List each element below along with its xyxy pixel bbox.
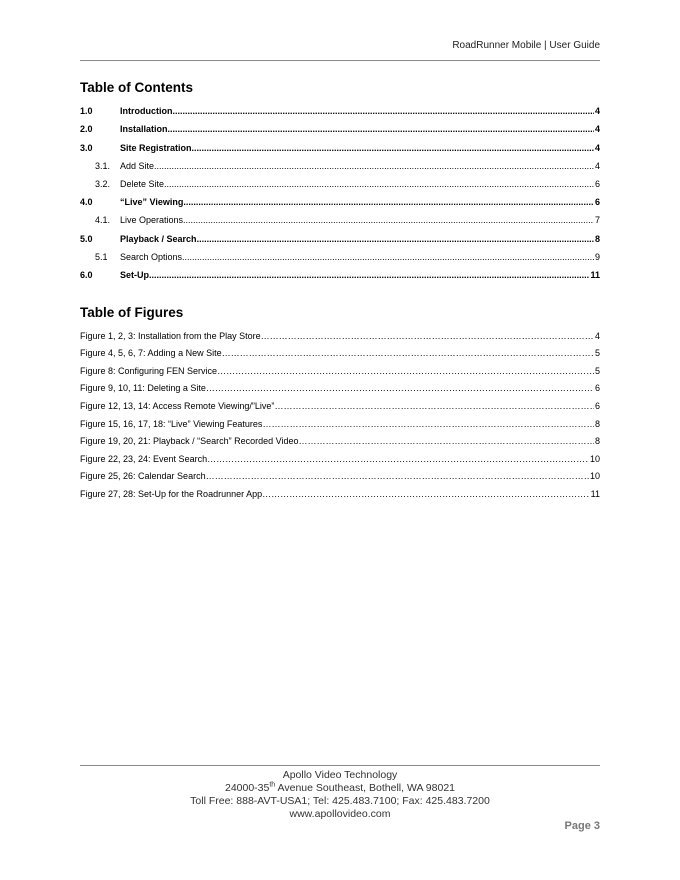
header-divider — [80, 60, 600, 61]
dot-leader — [274, 401, 594, 412]
toc-entry-page: 4 — [594, 124, 600, 135]
figure-entry-title: Figure 19, 20, 21: Playback / “Search” Recorded Video — [80, 436, 299, 447]
figure-entry[interactable] — [80, 342, 600, 360]
figure-entry[interactable] — [80, 447, 600, 465]
toc-entry[interactable] — [80, 172, 600, 190]
dot-leader — [262, 419, 594, 430]
figure-entry-title: Figure 4, 5, 6, 7: Adding a New Site — [80, 348, 222, 359]
toc-entry-page: 11 — [590, 269, 600, 280]
toc-entry-number: 5.1 — [95, 251, 108, 262]
toc-entry-number: 2.0 — [80, 124, 93, 135]
toc-entry[interactable] — [80, 263, 600, 281]
figure-entry-page: 6 — [594, 400, 600, 411]
dot-leader — [197, 234, 594, 245]
toc-entry-page: 6 — [594, 178, 600, 189]
figures-list — [80, 324, 600, 500]
toc-entry-page: 4 — [594, 142, 600, 153]
figure-entry-title: Figure 27, 28: Set-Up for the Roadrunner App — [80, 488, 263, 499]
dot-leader — [183, 197, 594, 208]
toc-entry-number: 1.0 — [80, 106, 93, 117]
dot-leader — [183, 215, 594, 226]
toc-entry[interactable] — [80, 226, 600, 244]
dot-leader — [149, 270, 589, 281]
dot-leader — [262, 489, 590, 500]
dot-leader — [173, 106, 594, 117]
toc-entry-page: 7 — [594, 215, 600, 226]
figure-entry[interactable] — [80, 412, 600, 430]
toc-entry-title: Add Site — [120, 160, 155, 171]
toc-entry[interactable] — [80, 154, 600, 172]
figure-entry-page: 6 — [594, 383, 600, 394]
footer-phones: Toll Free: 888-AVT-USA1; Tel: 425.483.7100; Fax: 425.483.7200 — [190, 795, 490, 807]
figure-entry[interactable] — [80, 482, 600, 500]
toc-entry-title: Introduction — [120, 106, 173, 117]
figure-entry-page: 5 — [594, 348, 600, 359]
figure-entry-page: 10 — [589, 453, 600, 464]
toc-entry-number: 3.0 — [80, 142, 93, 153]
page-number: Page 3 — [564, 820, 600, 832]
toc-entry[interactable] — [80, 245, 600, 263]
figure-entry-page: 10 — [589, 471, 600, 482]
toc-entry-page: 4 — [594, 106, 600, 117]
figure-entry[interactable] — [80, 394, 600, 412]
figure-entry-page: 4 — [594, 330, 600, 341]
toc-heading: Table of Contents — [80, 80, 193, 95]
dot-leader — [298, 436, 594, 447]
figure-entry-title: Figure 9, 10, 11: Deleting a Site — [80, 383, 206, 394]
footer-address-prefix: 24000-35 — [224, 782, 270, 794]
dot-leader — [182, 252, 594, 263]
footer-divider — [80, 765, 600, 766]
figure-entry-title: Figure 22, 23, 24: Event Search — [80, 453, 208, 464]
dot-leader — [207, 454, 589, 465]
figure-entry[interactable] — [80, 324, 600, 342]
figure-entry-page: 8 — [594, 436, 600, 447]
page-header: RoadRunner Mobile | User Guide — [452, 40, 600, 51]
toc-entry-title: Delete Site — [120, 178, 165, 189]
toc-entry[interactable] — [80, 208, 600, 226]
toc-entry-page: 4 — [594, 160, 600, 171]
toc-entry-title: Live Operations — [120, 215, 184, 226]
footer-company: Apollo Video Technology — [282, 769, 398, 781]
dot-leader — [261, 331, 594, 342]
toc-entry-number: 4.0 — [80, 197, 93, 208]
toc-entry[interactable] — [80, 190, 600, 208]
toc-entry-number: 6.0 — [80, 269, 93, 280]
toc-entry-number: 3.1. — [95, 160, 111, 171]
footer-website[interactable]: www.apollovideo.com — [289, 808, 391, 820]
figure-entry[interactable] — [80, 359, 600, 377]
footer-address-suffix: Avenue Southeast, Bothell, WA 98021 — [275, 782, 456, 794]
figure-entry-title: Figure 15, 16, 17, 18: “Live” Viewing Features — [80, 418, 263, 429]
toc-list — [80, 99, 600, 281]
toc-entry[interactable] — [80, 117, 600, 135]
dot-leader — [206, 471, 589, 482]
toc-entry-page: 6 — [594, 197, 600, 208]
dot-leader — [164, 179, 594, 190]
dot-leader — [168, 124, 594, 135]
figure-entry-page: 5 — [594, 365, 600, 376]
toc-entry-title: Set-Up — [120, 269, 149, 280]
toc-entry-page: 8 — [594, 233, 600, 244]
toc-entry-title: Search Options — [120, 251, 183, 262]
footer-address-sup: th — [269, 781, 276, 789]
figure-entry-page: 11 — [590, 488, 600, 499]
footer-address — [80, 782, 600, 795]
toc-entry-page: 9 — [594, 251, 600, 262]
dot-leader — [192, 143, 594, 154]
figure-entry-title: Figure 1, 2, 3: Installation from the Play Store — [80, 330, 261, 341]
toc-entry-title: Installation — [120, 124, 168, 135]
dot-leader — [154, 161, 594, 172]
toc-entry-number: 4.1. — [95, 215, 111, 226]
toc-entry-title: “Live” Viewing — [120, 197, 184, 208]
dot-leader — [217, 366, 594, 377]
toc-entry[interactable] — [80, 99, 600, 117]
figure-entry-title: Figure 8: Configuring FEN Service — [80, 365, 218, 376]
figure-entry[interactable] — [80, 430, 600, 448]
figure-entry[interactable] — [80, 465, 600, 483]
toc-entry-number: 3.2. — [95, 178, 111, 189]
figure-entry-page: 8 — [594, 418, 600, 429]
toc-entry[interactable] — [80, 135, 600, 153]
figure-entry[interactable] — [80, 377, 600, 395]
footer — [80, 769, 600, 821]
figure-entry-title: Figure 12, 13, 14: Access Remote Viewing/”Live” — [80, 400, 275, 411]
dot-leader — [206, 383, 594, 394]
dot-leader — [222, 348, 594, 359]
toc-entry-number: 5.0 — [80, 233, 93, 244]
toc-entry-title: Playback / Search — [120, 233, 197, 244]
tof-heading: Table of Figures — [80, 305, 184, 320]
toc-entry-title: Site Registration — [120, 142, 192, 153]
figure-entry-title: Figure 25, 26: Calendar Search — [80, 471, 206, 482]
